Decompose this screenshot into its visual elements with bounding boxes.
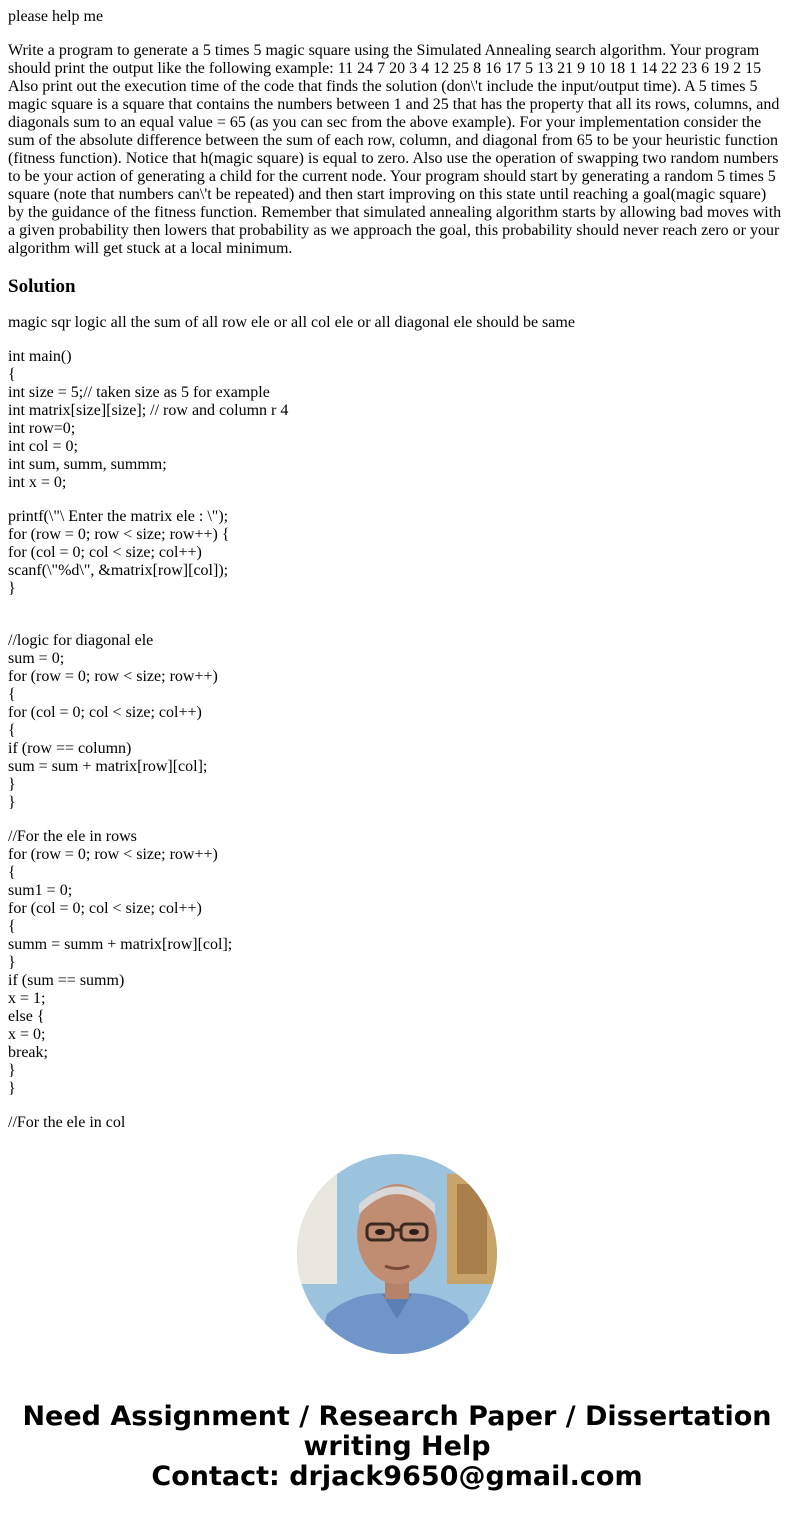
question-intro: please help me [8, 8, 104, 25]
question-answer-content [8, 8, 784, 1131]
question-body: Write a program to generate a 5 times 5 magic square using the Simulated Annealing search algorithm. Your program should print the output like the following example: 11 24 7 20 3 4 12 25 8 16 17 5 13 21 9 10 18 1 14 22 23 6 19 2 15 Also print out the execution time of the code that finds the solution (don\'t include the input/output time). A 5 times 5 magic square is a square that contains the numbers between 1 and 25 that has the property that all its rows, columns, and diagonals sum to an equal value = 65 (as you can sec from the above example). For your implementation consider the sum of the absolute difference between the sum of each row, column, and diagonal from 65 to be your heuristic function (fitness function). Notice that h(magic square) is equal to zero. Also use the operation of swapping two random numbers to be your action of generating a child for the current node. Your program should start by generating a random 5 times 5 square (note that numbers can\'t be repeated) and then start improving on this state until reaching a goal(magic square) by the guidance of the fitness function. Remember that simulated annealing algorithm starts by allowing bad moves with a given probability then lowers that probability as we approach the goal, this probability should never reach zero or your algorithm will get stuck at a local minimum. [8, 42, 782, 257]
code-block-input: printf(\"\ Enter the matrix ele : \"); for (row = 0; row < size; row++) { for (col = 0; col < size; col++) scanf(\"%d\", &matrix[row][col]); } [8, 508, 230, 597]
solution-heading: Solution [8, 276, 76, 297]
promo-contact: Contact: drjack9650@gmail.com [151, 1461, 643, 1492]
promo-section [0, 1150, 794, 1492]
code-block-diagonal: //logic for diagonal ele sum = 0; for (row = 0; row < size; row++) { for (col = 0; col < size; col++) { if (row == column) sum = sum + matrix[row][col]; } } [8, 632, 218, 811]
avatar-photo [297, 1154, 497, 1354]
code-block-declarations: int main() { int size = 5;// taken size as 5 for example int matrix[size][size]; // row and column r 4 int row=0; int col = 0; int sum, summ, summm; int x = 0; [8, 348, 289, 491]
promo-line-1: Need Assignment / Research Paper / Dissertation [22, 1401, 772, 1432]
code-block-rows: //For the ele in rows for (row = 0; row < size; row++) { sum1 = 0; for (col = 0; col < size; col++) { summ = summ + matrix[row][col]; } if (sum == summ) x = 1; else { x = 0; break; } } [8, 828, 233, 1097]
code-block-cols: //For the ele in col [8, 1114, 126, 1131]
promo-text [0, 1402, 794, 1492]
solution-summary: magic sqr logic all the sum of all row ele or all col ele or all diagonal ele should be same [8, 314, 575, 331]
promo-line-2: writing Help [303, 1431, 491, 1462]
